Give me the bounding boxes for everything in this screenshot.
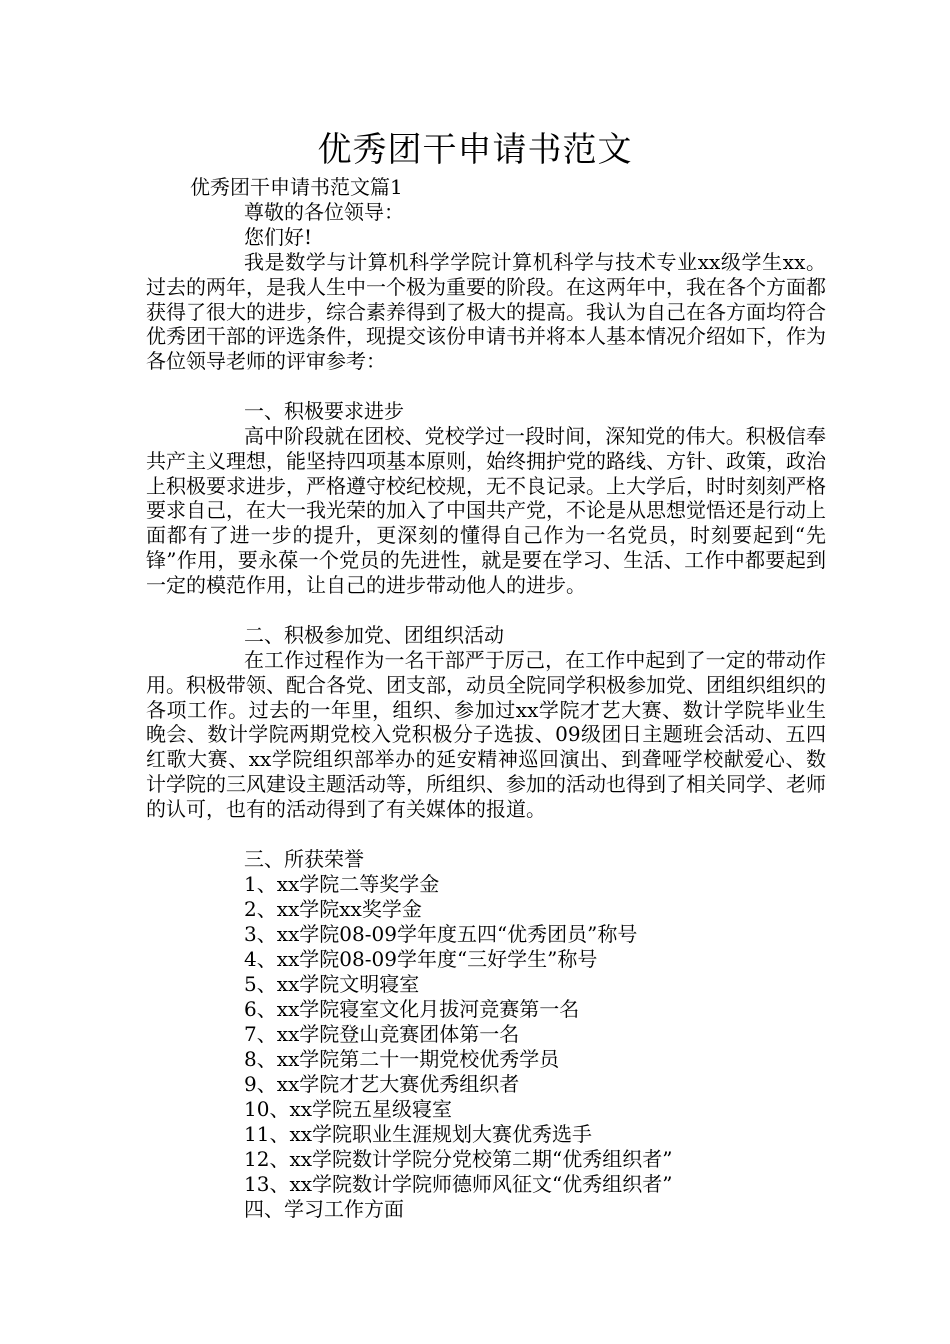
section-heading-4: 四、学习工作方面 — [244, 1197, 404, 1221]
honor-item: 4、xx学院08-09学年度“三好学生”称号 — [244, 947, 598, 971]
honor-item: 8、xx学院第二十一期党校优秀学员 — [244, 1047, 560, 1071]
intro-paragraph: 我是数学与计算机科学学院计算机科学与技术专业xx级学生xx。过去的两年，是我人生中一个极为重要的阶段。在这两年中，我在各个方面都获得了很大的进步，综合素养得到了极大的提高。我认为自己在各方面均符合优秀团干部的评选条件，现提交该份申请书并将本人基本情况介绍如下，作为各位领导老师的评审参考： — [146, 250, 826, 374]
honor-item: 1、xx学院二等奖学金 — [244, 872, 440, 896]
section-heading-3: 三、所获荣誉 — [244, 847, 364, 871]
honor-item: 2、xx学院xx奖学金 — [244, 897, 422, 921]
honor-item: 12、xx学院数计学院分党校第二期“优秀组织者” — [244, 1147, 673, 1171]
greeting: 您们好! — [244, 225, 313, 249]
salutation: 尊敬的各位领导： — [244, 200, 404, 224]
section-body-2: 在工作过程作为一名干部严于厉己，在工作中起到了一定的带动作用。积极带领、配合各党、团支部，动员全院同学积极参加党、团组织组织的各项工作。过去的一年里，组织、参加过xx学院才艺大赛、数计学院毕业生晚会、数计学院两期党校入党积极分子选拔、09级团日主题班会活动、五四红歌大赛、xx学院组织部举办的延安精神巡回演出、到聋哑学校献爱心、数计学院的三风建设主题活动等，所组织、参加的活动也得到了相关同学、老师的认可，也有的活动得到了有关媒体的报道。 — [146, 648, 826, 821]
honor-item: 13、xx学院数计学院师德师风征文“优秀组织者” — [244, 1172, 673, 1196]
honor-item: 11、xx学院职业生涯规划大赛优秀选手 — [244, 1122, 593, 1146]
honor-item: 6、xx学院寝室文化月拔河竞赛第一名 — [244, 997, 580, 1021]
section-heading-1: 一、积极要求进步 — [244, 399, 404, 423]
document-subtitle: 优秀团干申请书范文篇1 — [190, 175, 403, 199]
honor-item: 9、xx学院才艺大赛优秀组织者 — [244, 1072, 520, 1096]
honor-item: 3、xx学院08-09学年度五四“优秀团员”称号 — [244, 922, 638, 946]
document-title: 优秀团干申请书范文 — [317, 130, 633, 170]
section-heading-2: 二、积极参加党、团组织活动 — [244, 623, 504, 647]
honor-item: 5、xx学院文明寝室 — [244, 972, 420, 996]
section-body-1: 高中阶段就在团校、党校学过一段时间，深知党的伟大。积极信奉共产主义理想，能坚持四项基本原则，始终拥护党的路线、方针、政策，政治上积极要求进步，严格遵守校纪校规，无不良记录。上大学后，时时刻刻严格要求自己，在大一我光荣的加入了中国共产党，不论是从思想觉悟还是行动上面都有了进一步的提升，更深刻的懂得自己作为一名党员，时刻要起到“先锋”作用，要永葆一个党员的先进性，就是要在学习、生活、工作中都要起到一定的模范作用，让自己的进步带动他人的进步。 — [146, 424, 826, 597]
honor-item: 10、xx学院五星级寝室 — [244, 1097, 453, 1121]
honor-item: 7、xx学院登山竞赛团体第一名 — [244, 1022, 520, 1046]
